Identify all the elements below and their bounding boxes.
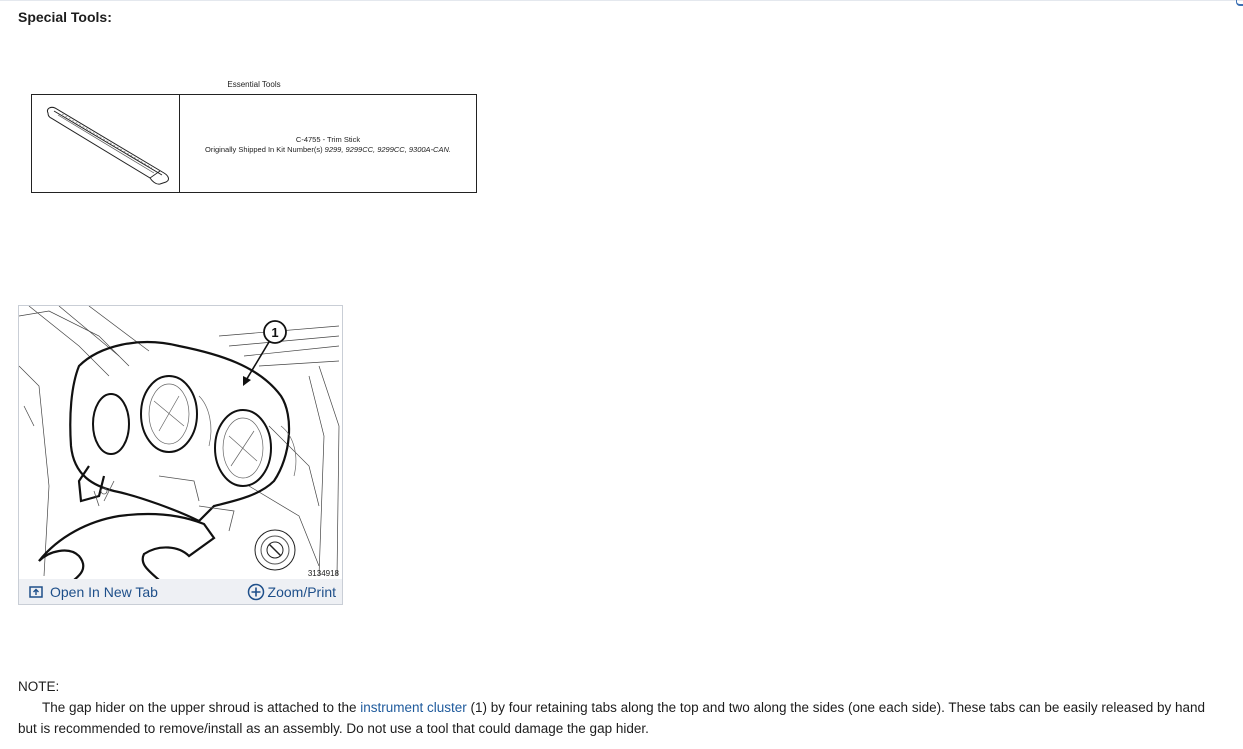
- note-text-after: (1) by four retaining tabs along the top and two along the sides (one each side). These tabs can be easily released by hand but is recommended to remove/install as an assembly. Do not use a tool that could damage the gap hider.: [18, 700, 1206, 736]
- zoom-print-label: Zoom/Print: [267, 584, 336, 600]
- callout-number: 1: [271, 325, 279, 340]
- tool-kits-line: [180, 145, 476, 155]
- note-text-before: The gap hider on the upper shroud is attached to the: [42, 700, 361, 715]
- tool-kit-numbers: 9299, 9299CC, 9299CC, 9300A-CAN.: [324, 145, 451, 154]
- essential-tools-caption: Essential Tools: [227, 80, 281, 89]
- note-text: [18, 698, 1223, 739]
- trim-stick-illustration: [42, 101, 172, 186]
- section-title: Special Tools:: [18, 9, 112, 25]
- instrument-cluster-figure: [18, 305, 343, 605]
- top-border: [0, 0, 1243, 1]
- open-new-tab-icon: [29, 586, 43, 598]
- tool-kits-prefix: Originally Shipped In Kit Number(s): [205, 145, 325, 154]
- zoom-plus-icon: [247, 583, 265, 601]
- note-label: NOTE:: [18, 679, 60, 694]
- tool-name: C-4755 - Trim Stick: [295, 135, 361, 144]
- essential-tools-table: [31, 94, 477, 193]
- open-in-new-tab-button[interactable]: [29, 582, 158, 602]
- tool-description: [180, 135, 476, 155]
- instrument-cluster-link[interactable]: instrument cluster: [360, 700, 467, 715]
- open-in-new-tab-label: Open In New Tab: [50, 584, 158, 600]
- figure-image-id: 3134918: [307, 569, 339, 578]
- figure-toolbar: [19, 579, 342, 604]
- callout-leader: [245, 342, 269, 382]
- scroll-corner-mark: [1236, 0, 1243, 6]
- zoom-print-button[interactable]: [247, 582, 336, 602]
- instrument-cluster-illustration: [19, 306, 342, 580]
